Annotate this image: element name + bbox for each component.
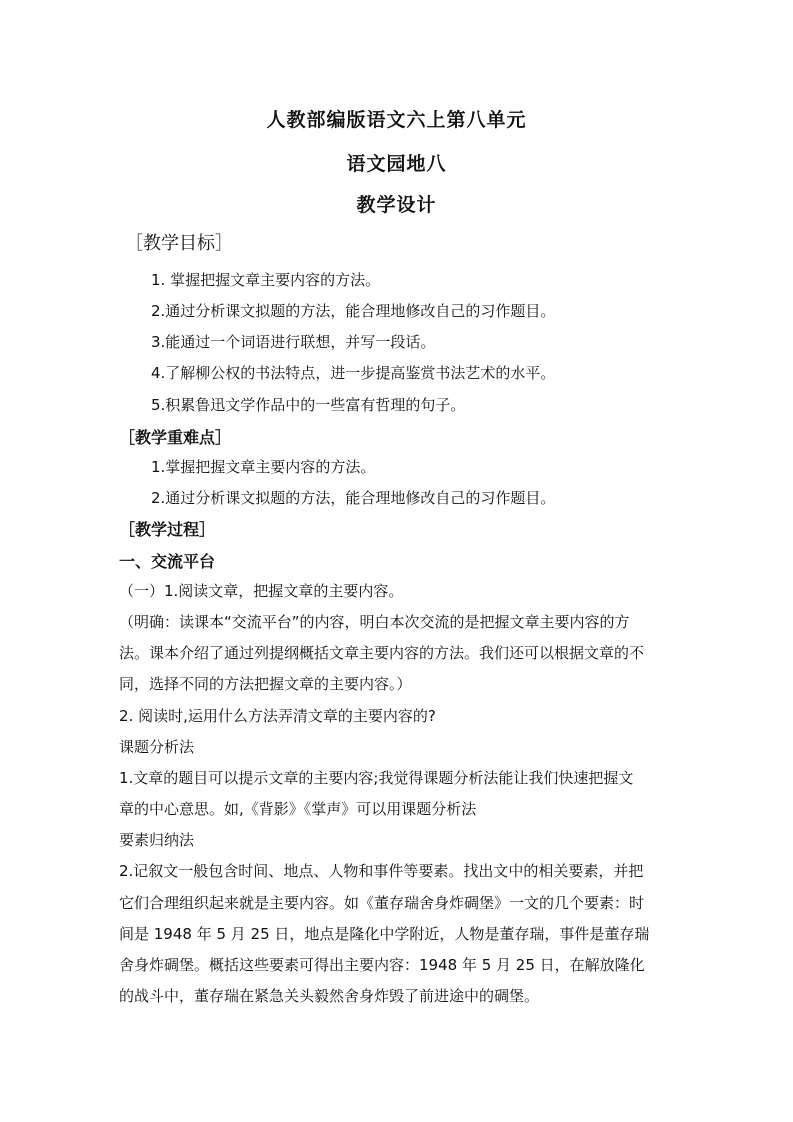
- goal-item: 4.了解柳公权的书法特点，进一步提高鉴赏书法艺术的水平。: [151, 364, 556, 382]
- body-line: 的战斗中，董存瑞在紧急关头毅然舍身炸毁了前进途中的碉堡。: [119, 987, 540, 1005]
- key-point-item: 2.通过分析课文拟题的方法，能合理地修改自己的习作题目。: [151, 489, 556, 507]
- goal-item: 3.能通过一个词语进行联想，并写一段话。: [151, 333, 436, 351]
- goal-item: 1. 掌握把握文章主要内容的方法。: [151, 271, 381, 289]
- key-points-heading: ［教学重难点］: [119, 428, 232, 447]
- goal-item: 2.通过分析课文拟题的方法，能合理地修改自己的习作题目。: [151, 302, 556, 320]
- section-heading: 一、交流平台: [119, 552, 216, 571]
- lesson-title: 语文园地八: [346, 153, 447, 175]
- body-line: 它们合理组织起来就是主要内容。如《董存瑞舍身炸碉堡》一文的几个要素：时: [119, 894, 645, 912]
- body-line: 法。课本介绍了通过列提纲概括文章主要内容的方法。我们还可以根据文章的不: [119, 644, 645, 662]
- body-line: 2.记叙文一般包含时间、地点、人物和事件等要素。找出文中的相关要素，并把: [119, 862, 644, 880]
- process-heading: ［教学过程］: [119, 520, 216, 539]
- goal-item: 5.积累鲁迅文学作品中的一些富有哲理的句子。: [151, 396, 466, 414]
- body-line: 章的中心意思。如,《背影》《掌声》可以用课题分析法: [119, 800, 477, 818]
- method-label: 课题分析法: [119, 738, 195, 756]
- body-line: 2. 阅读时,运用什么方法弄清文章的主要内容的?: [119, 707, 436, 725]
- design-subtitle: 教学设计: [356, 194, 437, 216]
- body-line: （明确：读课本“交流平台”的内容，明白本次交流的是把握文章主要内容的方: [119, 613, 630, 631]
- body-line: 舍身炸碉堡。概括这些要素可得出主要内容：1948 年 5 月 25 日，在解放隆化: [119, 956, 645, 974]
- method-label: 要素归纳法: [119, 831, 195, 849]
- key-point-item: 1.掌握把握文章主要内容的方法。: [151, 458, 376, 476]
- document-title: 人教部编版语文六上第八单元: [266, 109, 527, 131]
- goals-heading: ［教学目标］: [125, 233, 233, 254]
- body-line: 同，选择不同的方法把握文章的主要内容。）: [119, 675, 412, 693]
- body-line: （一）1.阅读文章，把握文章的主要内容。: [119, 582, 404, 600]
- body-line: 间是 1948 年 5 月 25 日，地点是隆化中学附近，人物是董存瑞，事件是董存瑞: [119, 925, 650, 943]
- body-line: 1.文章的题目可以提示文章的主要内容;我觉得课题分析法能让我们快速把握文: [119, 769, 634, 787]
